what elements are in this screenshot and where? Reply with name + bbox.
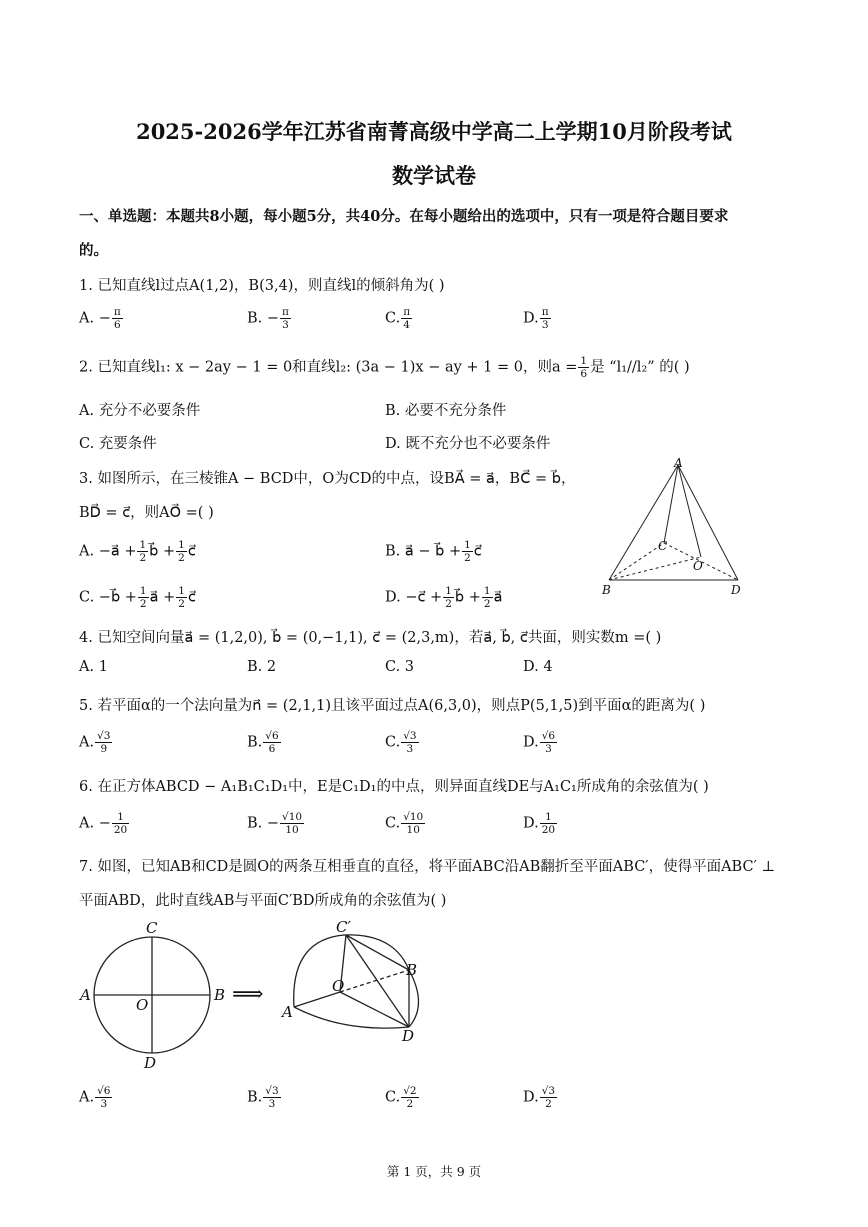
implies-arrow-icon: ⟹ xyxy=(232,982,264,1007)
upper-half-arc xyxy=(294,935,409,1007)
segment-od xyxy=(340,992,409,1027)
q3-tetrahedron-figure xyxy=(596,455,756,600)
q5-option-c: C. $\frac{√3}{3}$ xyxy=(385,730,417,755)
q6-option-d: D. $\frac{1}{20}$ xyxy=(523,811,556,836)
label-d: D xyxy=(731,583,741,597)
q6-option-b: B. − $\frac{√10}{10}$ xyxy=(247,811,303,836)
right-label-o: O xyxy=(332,977,345,995)
q7-option-b: B. $\frac{√3}{3}$ xyxy=(247,1085,279,1110)
q4-option-b: B. 2 xyxy=(247,659,277,675)
q5-option-a: A. $\frac{√3}{9}$ xyxy=(79,730,111,755)
q1-option-b: B. − $\frac{\pi}{3}$ xyxy=(247,306,289,331)
edge-ao xyxy=(678,465,701,557)
left-label-b: B xyxy=(214,986,226,1004)
q5-stem: 5. 若平面α的一个法向量为n⃗ = (2,1,1)且该平面过点A(6,3,0)，则点P(5,1,5)到平面α的距离为( ) xyxy=(79,698,706,714)
left-label-d: D xyxy=(144,1054,157,1072)
q2-option-b: B. 必要不充分条件 xyxy=(385,403,507,419)
left-label-o: O xyxy=(136,996,149,1014)
segment-cb xyxy=(346,935,409,970)
label-a: A xyxy=(674,456,683,470)
q6-stem: 6. 在正方体ABCD − A₁B₁C₁D₁中，E是C₁D₁的中点，则异面直线DE与A₁C₁所成角的余弦值为( ) xyxy=(79,779,709,795)
section-heading-line1: 一、单选题：本题共8小题，每小题5分，共40分。在每小题给出的选项中，只有一项是符合题目要求 xyxy=(79,208,729,225)
q2-stem: 2. 已知直线l₁: x − 2ay − 1 = 0和直线l₂: (3a − 1)x − ay + 1 = 0，则a = $\frac{1}{6}$ 是 “l₁//l₂” 的( ) xyxy=(79,355,690,380)
page-title: 2025-2026学年江苏省南菁高级中学高二上学期10月阶段考试 xyxy=(136,119,732,144)
q1-option-d: D. $\frac{\pi}{3}$ xyxy=(523,306,549,331)
label-b: B xyxy=(602,583,611,597)
q7-stem-line2: 平面ABD，此时直线AB与平面C′BD所成角的余弦值为( ) xyxy=(79,893,447,909)
q5-option-b: B. $\frac{√6}{6}$ xyxy=(247,730,279,755)
q2-option-a: A. 充分不必要条件 xyxy=(79,403,201,419)
right-label-a: A xyxy=(282,1003,293,1021)
q3-option-c: C. −b⃗ + $\frac{1}{2}$ a⃗ + $\frac{1}{2}$ c⃗ xyxy=(79,585,196,610)
edge-bo xyxy=(609,557,701,580)
q7-stem-line1: 7. 如图，已知AB和CD是圆O的两条互相垂直的直径，将平面ABC沿AB翻折至平面ABC′，使得平面ABC′ ⊥ xyxy=(79,859,776,875)
edge-ad xyxy=(678,465,738,580)
right-label-cprime: C′ xyxy=(336,918,351,936)
q4-option-d: D. 4 xyxy=(523,659,553,675)
left-label-a: A xyxy=(80,986,91,1004)
label-c: C xyxy=(658,539,668,553)
edge-bc xyxy=(609,543,664,580)
q5-option-d: D. $\frac{√6}{3}$ xyxy=(523,730,556,755)
q1-option-c: C. $\frac{\pi}{4}$ xyxy=(385,306,411,331)
q3-option-b: B. a⃗ − b⃗ + $\frac{1}{2}$ c⃗ xyxy=(385,539,482,564)
segment-cd xyxy=(346,935,409,1027)
q3-stem-line1: 3. 如图所示，在三棱锥A − BCD中，O为CD的中点，设BA⃗ = a⃗，BC⃗ = b⃗， xyxy=(79,471,576,487)
page-subtitle: 数学试卷 xyxy=(392,163,476,188)
q3-option-a: A. −a⃗ + $\frac{1}{2}$ b⃗ + $\frac{1}{2}$ c⃗ xyxy=(79,539,196,564)
q7-circle-fold-figure xyxy=(76,915,436,1075)
q4-option-c: C. 3 xyxy=(385,659,415,675)
left-label-c: C xyxy=(146,919,158,937)
q1-stem: 1. 已知直线l过点A(1,2)，B(3,4)，则直线l的倾斜角为( ) xyxy=(79,278,445,294)
page-footer: 第 1 页，共 9 页 xyxy=(386,1164,482,1179)
right-label-b: B xyxy=(406,961,418,979)
q4-stem: 4. 已知空间向量a⃗ = (1,2,0), b⃗ = (0,−1,1), c⃗ = (2,3,m)，若a⃗, b⃗, c⃗共面，则实数m =( ) xyxy=(79,630,662,646)
label-o: O xyxy=(693,559,703,573)
q2-option-c: C. 充要条件 xyxy=(79,436,157,452)
section-heading-line2: 的。 xyxy=(79,242,108,259)
q7-option-c: C. $\frac{√2}{2}$ xyxy=(385,1085,417,1110)
q3-stem-line2: BD⃗ = c⃗，则AO⃗ =( ) xyxy=(79,505,214,521)
q3-option-d: D. −c⃗ + $\frac{1}{2}$ b⃗ + $\frac{1}{2}$ a⃗ xyxy=(385,585,503,610)
q6-option-a: A. − $\frac{1}{20}$ xyxy=(79,811,128,836)
q1-option-a: A. − $\frac{\pi}{6}$ xyxy=(79,306,121,331)
q7-option-a: A. $\frac{√6}{3}$ xyxy=(79,1085,111,1110)
right-label-d: D xyxy=(402,1027,415,1045)
segment-ob xyxy=(340,970,409,992)
q4-option-a: A. 1 xyxy=(79,659,108,675)
q7-option-d: D. $\frac{√3}{2}$ xyxy=(523,1085,556,1110)
q2-option-d: D. 既不充分也不必要条件 xyxy=(385,436,551,452)
q6-option-c: C. $\frac{√10}{10}$ xyxy=(385,811,424,836)
